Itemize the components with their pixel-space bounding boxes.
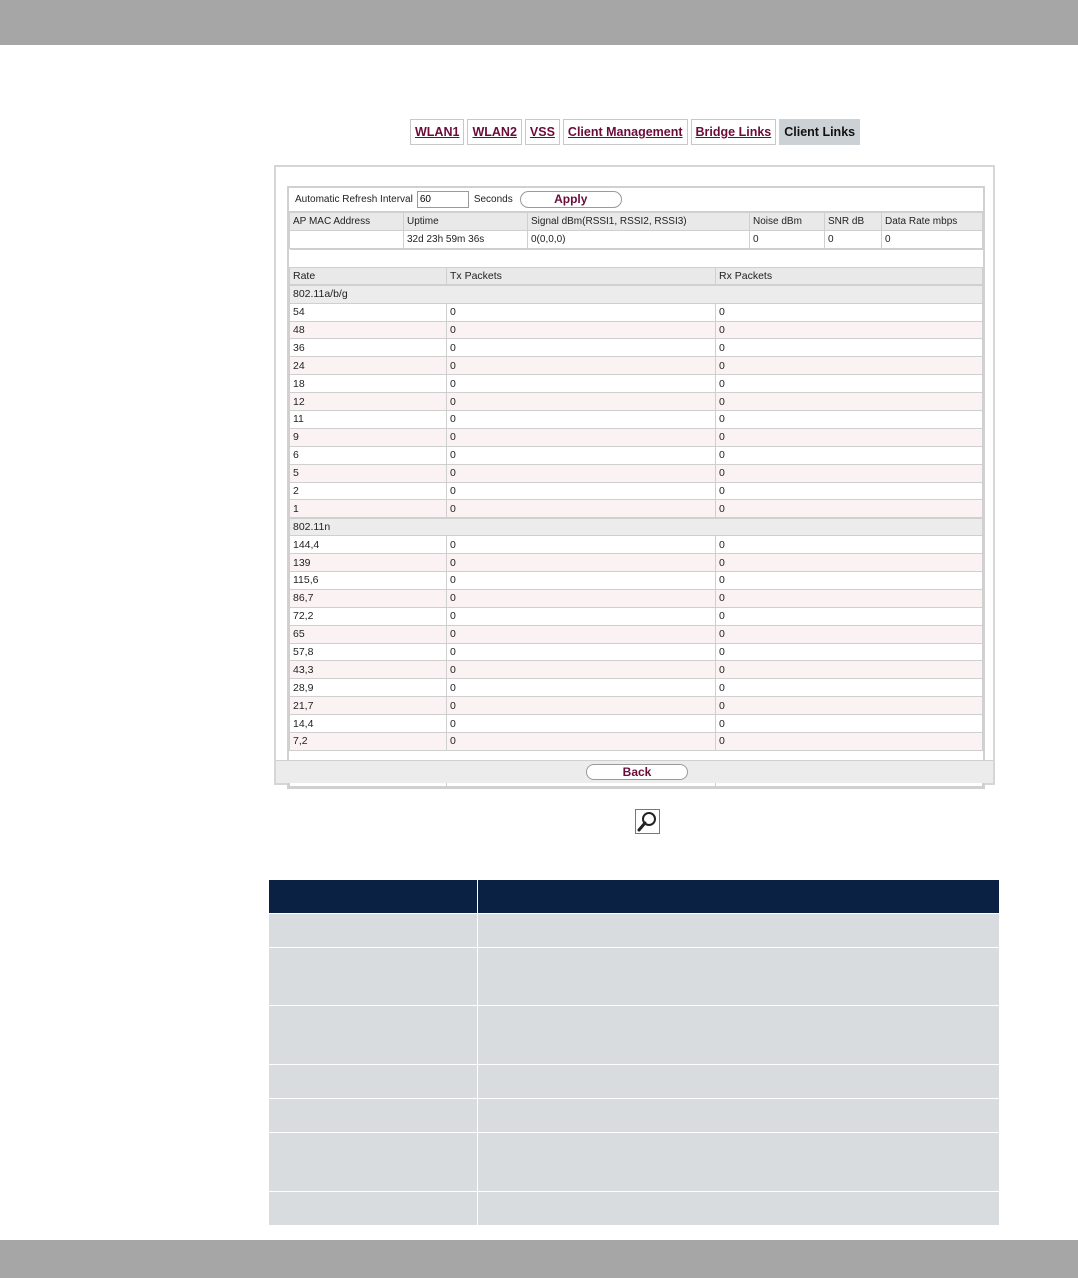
table-row (290, 321, 983, 339)
table-row (290, 715, 983, 733)
status-header-cell: Noise dBm (750, 213, 825, 231)
table-cell: 0 (447, 411, 716, 429)
table-cell: 0 (447, 572, 716, 590)
table-row (290, 607, 983, 625)
table-row (290, 536, 983, 554)
status-value-cell: 0 (882, 231, 983, 249)
description-row (269, 913, 999, 947)
table-cell: 7,2 (290, 733, 447, 751)
tab-wlan2[interactable]: WLAN2 (467, 119, 521, 145)
table-cell: 0 (447, 679, 716, 697)
description-row (269, 1005, 999, 1064)
status-header-cell: AP MAC Address (290, 213, 404, 231)
table-cell: 144,4 (290, 536, 447, 554)
table-cell: 0 (716, 321, 983, 339)
table-cell (269, 948, 478, 1005)
tab-bar (410, 119, 860, 145)
table-cell (478, 948, 999, 1005)
table-cell: 0 (447, 446, 716, 464)
table-cell: 0 (447, 375, 716, 393)
table-cell: 0 (447, 625, 716, 643)
table-cell: 0 (716, 536, 983, 554)
table-row (290, 643, 983, 661)
table-cell (269, 1006, 478, 1064)
table-cell (478, 1099, 999, 1132)
table-cell: 802.11n (290, 518, 983, 536)
description-row (269, 1132, 999, 1191)
status-value-cell: 0 (750, 231, 825, 249)
table-cell: 0 (716, 375, 983, 393)
table-cell: 0 (447, 554, 716, 572)
table-row (290, 482, 983, 500)
group-header-row (290, 285, 983, 303)
table-cell: 0 (447, 661, 716, 679)
status-value-cell: 32d 23h 59m 36s (404, 231, 528, 249)
table-cell (478, 914, 999, 947)
table-cell: 0 (447, 303, 716, 321)
table-cell (478, 1133, 999, 1191)
table-cell (269, 1099, 478, 1132)
refresh-interval-label: Automatic Refresh Interval (295, 194, 413, 205)
table-cell (269, 914, 478, 947)
table-cell: 0 (716, 464, 983, 482)
table-cell: 72,2 (290, 607, 447, 625)
table-cell: 0 (447, 500, 716, 518)
description-row (269, 1191, 999, 1225)
table-cell: 0 (447, 339, 716, 357)
description-table (269, 879, 999, 1225)
status-header-row (290, 213, 983, 231)
tab-client-management[interactable]: Client Management (563, 119, 688, 145)
table-cell: 18 (290, 375, 447, 393)
table-row (290, 339, 983, 357)
table-cell: 48 (290, 321, 447, 339)
table-cell: 0 (716, 482, 983, 500)
table-row (290, 625, 983, 643)
table-cell: 1 (290, 500, 447, 518)
table-cell: 0 (447, 607, 716, 625)
magnifier-icon[interactable] (635, 809, 660, 834)
table-cell: 0 (716, 643, 983, 661)
table-cell: 24 (290, 357, 447, 375)
table-cell: 0 (716, 500, 983, 518)
table-cell: 0 (716, 339, 983, 357)
table-cell: 0 (447, 321, 716, 339)
table-cell: 0 (716, 715, 983, 733)
rate-table-body (290, 250, 983, 787)
table-cell: 43,3 (290, 661, 447, 679)
table-cell: 14,4 (290, 715, 447, 733)
status-value-cell: 0(0,0,0) (528, 231, 750, 249)
table-row (290, 446, 983, 464)
table-cell: 0 (447, 697, 716, 715)
table-cell: 28,9 (290, 679, 447, 697)
table-row (290, 357, 983, 375)
table-cell: 9 (290, 428, 447, 446)
table-cell: 0 (716, 661, 983, 679)
refresh-unit-label: Seconds (473, 194, 513, 205)
table-row (290, 679, 983, 697)
description-row (269, 1098, 999, 1132)
description-row (269, 1064, 999, 1098)
table-spacer (290, 250, 983, 268)
table-cell: 0 (716, 357, 983, 375)
rate-header-cell: Rate (290, 267, 447, 285)
table-cell: 36 (290, 339, 447, 357)
table-cell: 0 (447, 482, 716, 500)
description-row (269, 947, 999, 1005)
status-header-cell: Data Rate mbps (882, 213, 983, 231)
table-cell (269, 1065, 478, 1098)
table-row (290, 375, 983, 393)
refresh-row (289, 188, 983, 212)
table-cell (478, 1006, 999, 1064)
table-cell: 0 (447, 643, 716, 661)
refresh-interval-input[interactable] (417, 191, 469, 208)
table-row (290, 589, 983, 607)
spacer-cell (290, 250, 983, 268)
table-cell: 0 (716, 697, 983, 715)
table-cell: 0 (447, 536, 716, 554)
table-cell: 6 (290, 446, 447, 464)
tab-vss[interactable]: VSS (525, 119, 560, 145)
rate-table (289, 249, 983, 787)
table-cell: 115,6 (290, 572, 447, 590)
table-row (290, 303, 983, 321)
status-header-cell: Uptime (404, 213, 528, 231)
bottom-bar (0, 1240, 1078, 1278)
table-cell: 2 (290, 482, 447, 500)
status-value-cell: 0 (825, 231, 882, 249)
client-links-content (287, 186, 985, 789)
table-row (290, 554, 983, 572)
status-value-cell (290, 231, 404, 249)
table-cell: 0 (447, 715, 716, 733)
panel-footer (276, 760, 993, 783)
table-cell: 0 (716, 733, 983, 751)
table-cell: 0 (447, 589, 716, 607)
table-cell: 0 (447, 357, 716, 375)
description-header-row (269, 879, 999, 913)
table-cell: 57,8 (290, 643, 447, 661)
table-row (290, 428, 983, 446)
table-cell: 12 (290, 393, 447, 411)
table-cell: 139 (290, 554, 447, 572)
top-bar (0, 0, 1078, 45)
table-cell: 54 (290, 303, 447, 321)
table-cell: 0 (716, 572, 983, 590)
table-cell: 0 (447, 393, 716, 411)
table-cell: 0 (716, 679, 983, 697)
status-header-cell: Signal dBm(RSSI1, RSSI2, RSSI3) (528, 213, 750, 231)
table-cell: 0 (447, 733, 716, 751)
rate-header-cell: Tx Packets (447, 267, 716, 285)
table-cell: 0 (716, 554, 983, 572)
table-cell: 0 (447, 428, 716, 446)
table-row (290, 661, 983, 679)
table-cell: 0 (716, 303, 983, 321)
table-cell: 0 (716, 428, 983, 446)
table-row (290, 572, 983, 590)
table-cell (269, 1192, 478, 1225)
table-cell: 802.11a/b/g (290, 285, 983, 303)
client-links-panel (274, 165, 995, 785)
back-button[interactable]: Back (586, 764, 688, 780)
table-cell: 65 (290, 625, 447, 643)
table-cell: 21,7 (290, 697, 447, 715)
table-cell (269, 1133, 478, 1191)
table-cell: 0 (716, 625, 983, 643)
table-cell: 86,7 (290, 589, 447, 607)
table-row (290, 393, 983, 411)
table-row (290, 733, 983, 751)
tab-bridge-links[interactable]: Bridge Links (691, 119, 777, 145)
table-cell (478, 1192, 999, 1225)
table-cell: 5 (290, 464, 447, 482)
status-header-cell: SNR dB (825, 213, 882, 231)
header-cell (478, 880, 999, 913)
status-table (289, 212, 983, 249)
table-row (290, 411, 983, 429)
table-cell: 11 (290, 411, 447, 429)
apply-button[interactable]: Apply (520, 191, 622, 208)
rate-header-cell: Rx Packets (716, 267, 983, 285)
status-value-row (290, 231, 983, 249)
table-row (290, 464, 983, 482)
table-cell: 0 (716, 393, 983, 411)
table-cell (478, 1065, 999, 1098)
table-cell: 0 (716, 446, 983, 464)
header-cell (269, 880, 478, 913)
table-cell: 0 (716, 589, 983, 607)
table-cell: 0 (716, 607, 983, 625)
tab-client-links[interactable]: Client Links (779, 119, 860, 145)
table-cell: 0 (716, 411, 983, 429)
tab-wlan1[interactable]: WLAN1 (410, 119, 464, 145)
group-header-row (290, 518, 983, 536)
table-row (290, 500, 983, 518)
rate-header-row (290, 267, 983, 285)
table-cell: 0 (447, 464, 716, 482)
table-row (290, 697, 983, 715)
